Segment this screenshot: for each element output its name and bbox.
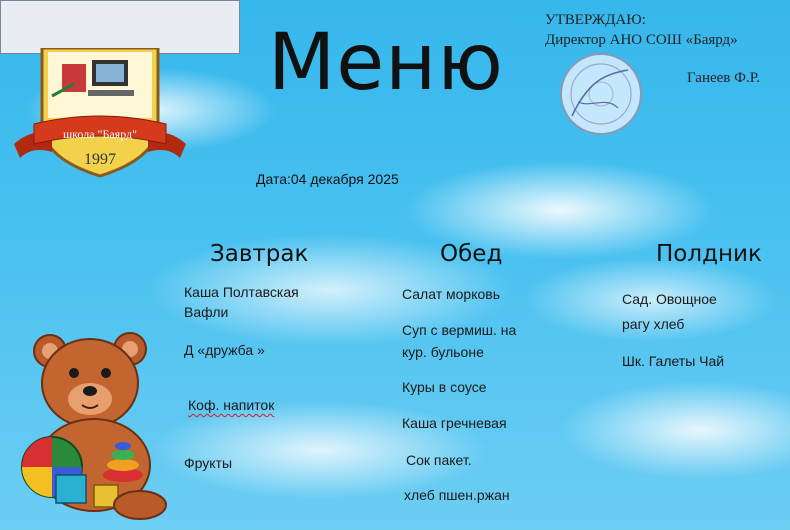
- lunch-item: Суп с вермиш. на: [402, 322, 517, 338]
- snack-item: Сад. Овощное: [622, 291, 717, 307]
- lunch-item: Куры в соусе: [402, 379, 487, 395]
- lunch-item: Салат морковь: [402, 286, 500, 302]
- lunch-item: кур. бульоне: [402, 344, 484, 360]
- snack-item: рагу хлеб: [622, 316, 685, 332]
- lunch-item: Сок пакет.: [406, 452, 472, 468]
- approval-line-1: УТВЕРЖДАЮ:: [545, 12, 646, 28]
- breakfast-item: Коф. напиток: [188, 397, 275, 413]
- lunch-item: Каша гречневая: [402, 415, 507, 431]
- approval-stamp: [558, 52, 644, 136]
- breakfast-item: Д «дружба »: [184, 342, 265, 358]
- header-blank-box: [0, 0, 240, 54]
- page-title: Меню: [268, 18, 504, 108]
- teddy-bear: [10, 325, 180, 525]
- snack-item: Шк. Галеты Чай: [622, 353, 725, 369]
- lunch-heading: Обед: [440, 241, 503, 267]
- snack-heading: Полдник: [656, 241, 762, 267]
- logo-year: 1997: [84, 151, 116, 168]
- lunch-item: хлеб пшен.ржан: [404, 487, 510, 503]
- signer-name: Ганеев Ф.Р.: [687, 70, 760, 86]
- breakfast-heading: Завтрак: [210, 241, 309, 267]
- logo-ribbon-text: школа "Баярд": [62, 127, 138, 141]
- menu-date: Дата:04 декабря 2025: [256, 171, 399, 187]
- breakfast-item: Каша Полтавская: [184, 284, 299, 300]
- school-logo: [12, 48, 188, 178]
- approval-line-2: Директор АНО СОШ «Баярд»: [545, 32, 738, 48]
- breakfast-item: Фрукты: [184, 455, 233, 471]
- approval-block: [545, 10, 760, 86]
- breakfast-item: Вафли: [184, 304, 229, 320]
